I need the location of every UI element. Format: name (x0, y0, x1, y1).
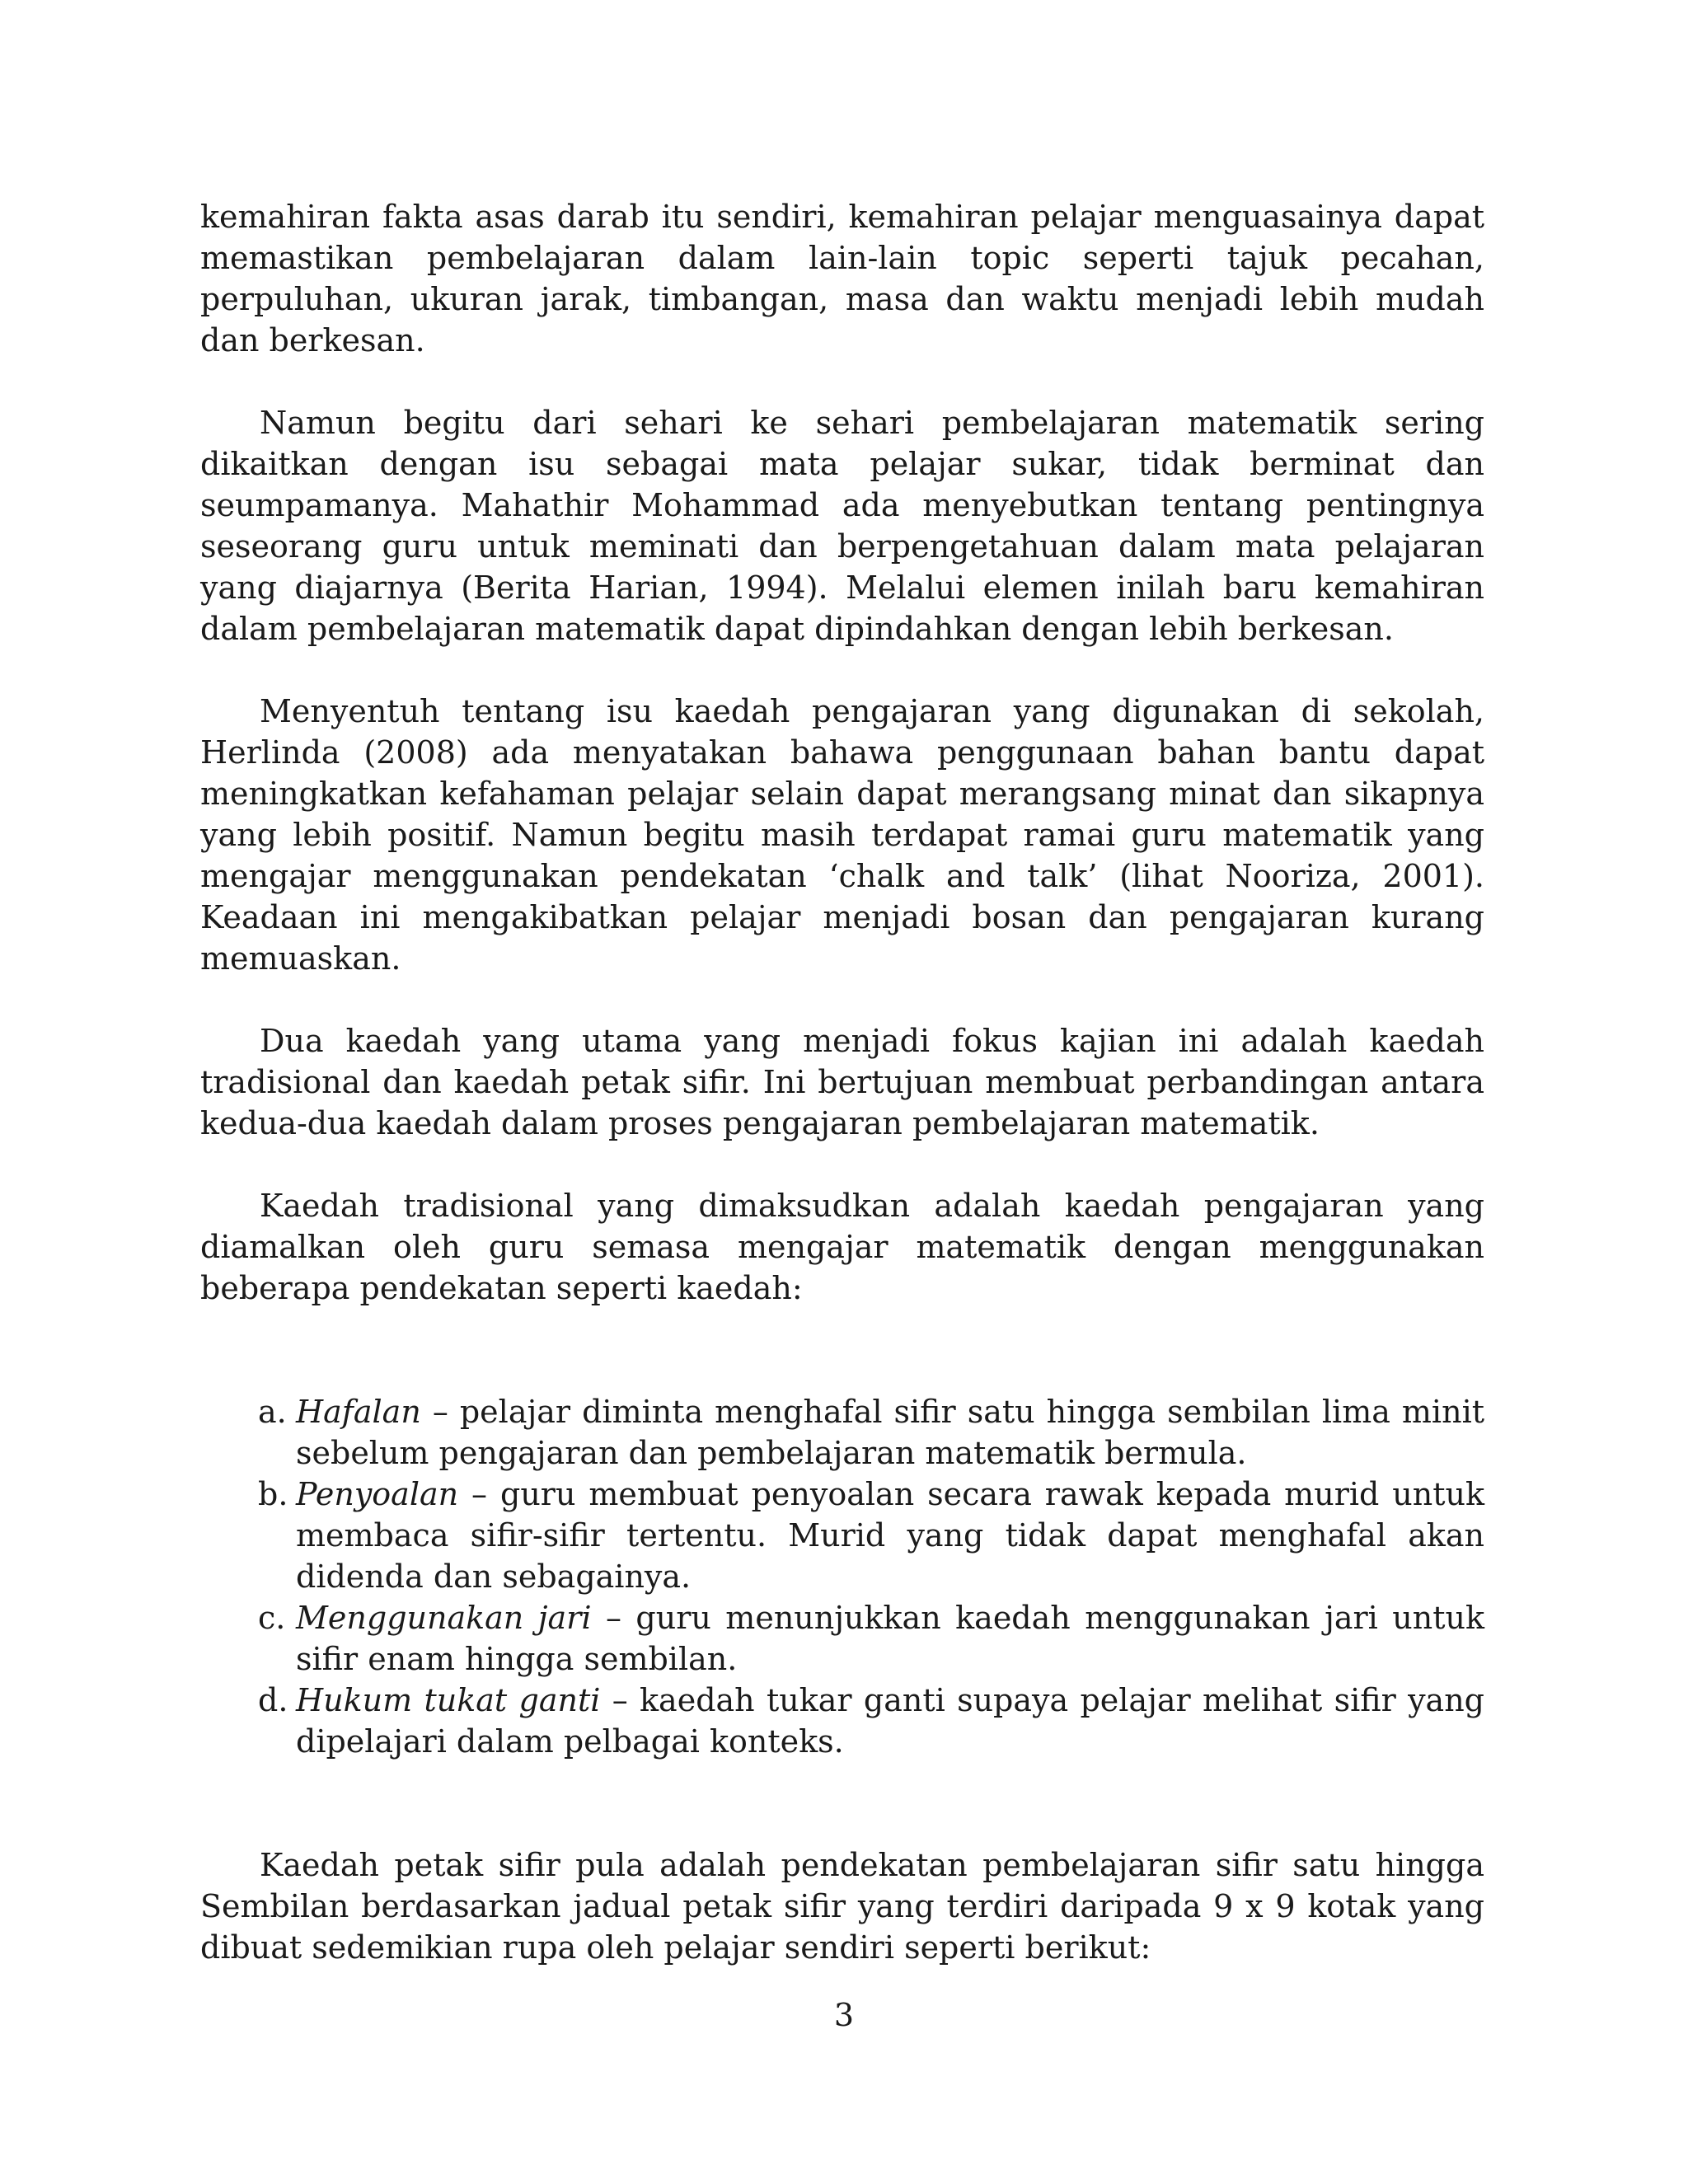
list-marker: d. (258, 1682, 288, 1718)
method-term: Hafalan (296, 1394, 421, 1430)
paragraph-petak-sifir: Kaedah petak sifir pula adalah pendekatan pembelajaran sifir satu hingga Sembilan berdasarkan jadual petak sifir yang terdiri daripada 9 x 9 kotak yang dibuat sedemikian rupa oleh pelajar sendiri seperti berikut: (200, 1847, 1484, 1966)
paragraph-study-focus: Dua kaedah yang utama yang menjadi fokus kajian ini adalah kaedah tradisional dan kaedah petak sifir. Ini bertujuan membuat perbandingan antara kedua-dua kaedah dalam proses pengajaran pembelajaran matematik. (200, 1023, 1484, 1141)
body-text (200, 196, 1484, 1968)
list-marker: b. (258, 1476, 288, 1512)
list-item (258, 1680, 1484, 1762)
method-term: Menggunakan jari (296, 1600, 592, 1636)
method-term: Hukum tukat ganti (296, 1682, 601, 1718)
list-marker: c. (258, 1600, 286, 1636)
method-description: – guru menunjukkan kaedah menggunakan jari untuk sifir enam hingga sembilan. (296, 1600, 1484, 1677)
list-item (258, 1474, 1484, 1597)
method-term: Penyoalan (296, 1476, 459, 1512)
method-description: – kaedah tukar ganti supaya pelajar melihat sifir yang dipelajari dalam pelbagai konteks. (296, 1682, 1484, 1760)
traditional-methods-list (200, 1391, 1484, 1762)
paragraph-teaching-methods: Menyentuh tentang isu kaedah pengajaran yang digunakan di sekolah, Herlinda (2008) ada menyatakan bahawa penggunaan bahan bantu dapat meningkatkan kefahaman pelajar selain dapat merangsang minat dan sikapnya yang lebih positif. Namun begitu masih terdapat ramai guru matematik yang mengajar menggunakan pendekatan ‘chalk and talk’ (lihat Nooriza, 2001). Keadaan ini mengakibatkan pelajar menjadi bosan dan pengajaran kurang memuaskan. (200, 693, 1484, 977)
paragraph-traditional-method: Kaedah tradisional yang dimaksudkan adalah kaedah pengajaran yang diamalkan oleh guru semasa mengajar matematik dengan menggunakan beberapa pendekatan seperti kaedah: (200, 1188, 1484, 1306)
list-item (258, 1597, 1484, 1680)
method-description: – guru membuat penyoalan secara rawak kepada murid untuk membaca sifir-sifir tertentu. Murid yang tidak dapat menghafal akan didenda dan sebagainya. (296, 1476, 1484, 1595)
page-number: 3 (833, 1997, 855, 2033)
list-marker: a. (258, 1394, 287, 1430)
paragraph-intro-continuation: kemahiran fakta asas darab itu sendiri, kemahiran pelajar menguasainya dapat memastikan pembelajaran dalam lain-lain topic seperti tajuk pecahan, perpuluhan, ukuran jarak, timbangan, masa dan waktu menjadi lebih mudah dan berkesan. (200, 199, 1484, 359)
paragraph-learning-issues: Namun begitu dari sehari ke sehari pembelajaran matematik sering dikaitkan dengan isu sebagai mata pelajar sukar, tidak berminat dan seumpamanya. Mahathir Mohammad ada menyebutkan tentang pentingnya seseorang guru untuk meminati dan berpengetahuan dalam mata pelajaran yang diajarnya (Berita Harian, 1994). Melalui elemen inilah baru kemahiran dalam pembelajaran matematik dapat dipindahkan dengan lebih berkesan. (200, 405, 1484, 647)
method-description: – pelajar diminta menghafal sifir satu hingga sembilan lima minit sebelum pengajaran dan pembelajaran matematik bermula. (296, 1394, 1484, 1471)
list-item (258, 1391, 1484, 1474)
